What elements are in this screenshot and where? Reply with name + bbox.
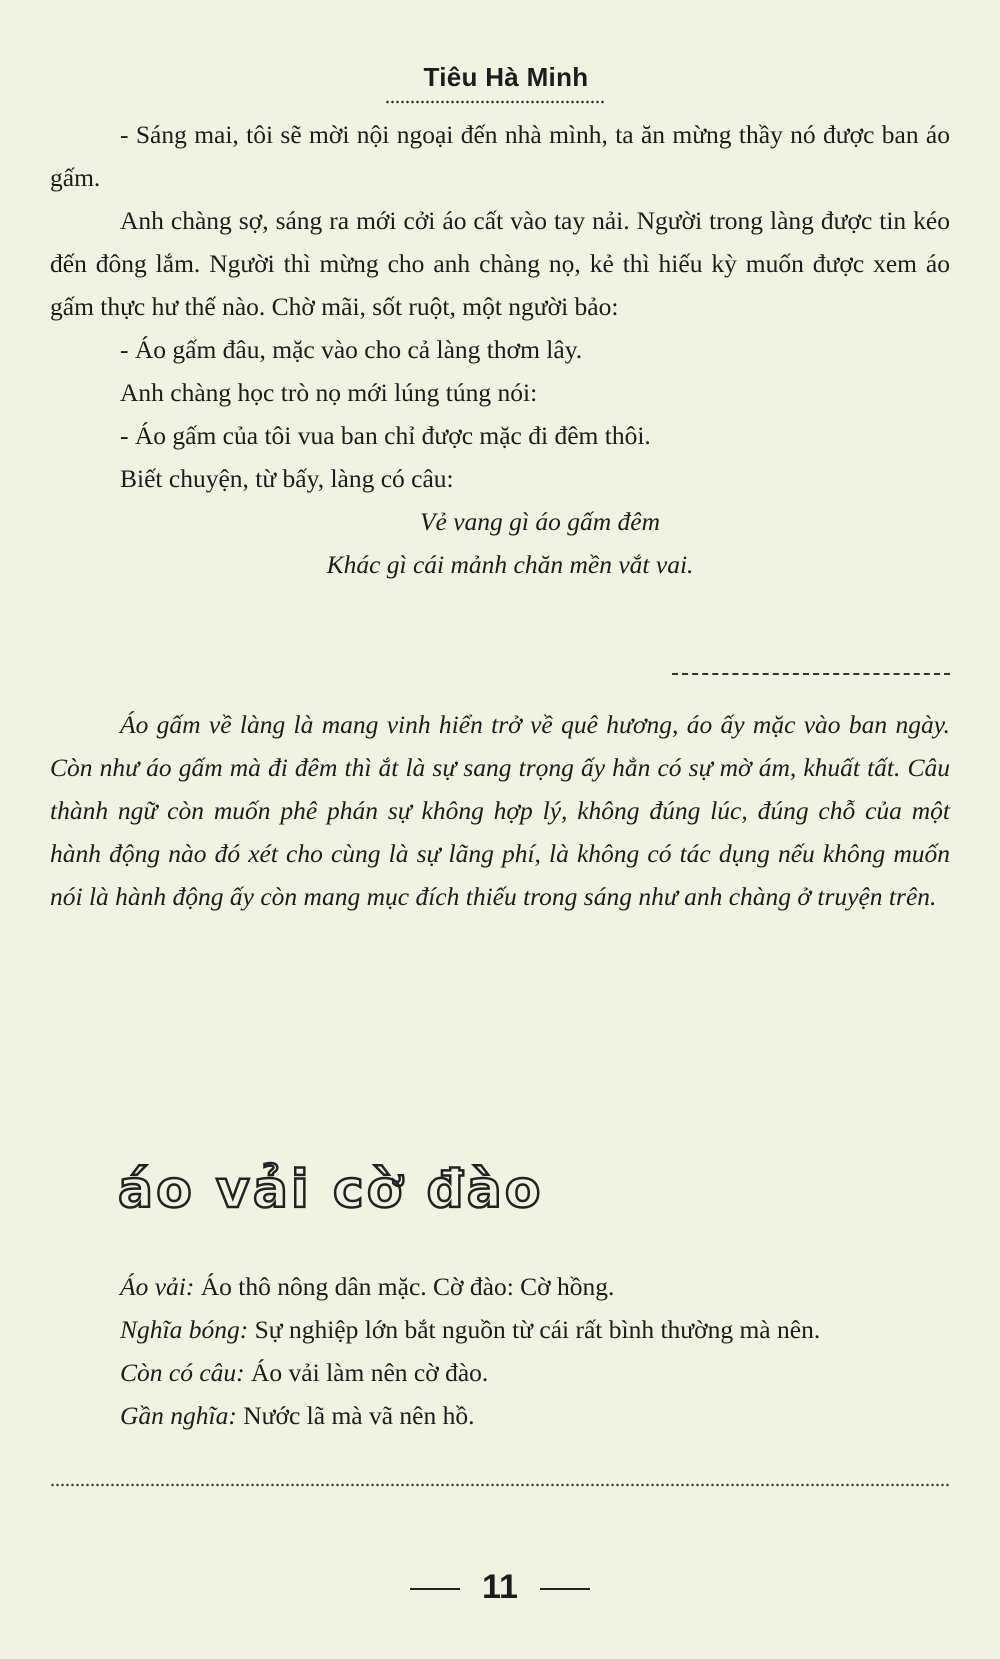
- header-dotted-rule: [385, 100, 605, 104]
- definition-text: Sự nghiệp lớn bắt nguồn từ cái rất bình thường mà nên.: [248, 1315, 821, 1344]
- page-footer: [0, 1567, 1000, 1607]
- story-paragraph: Anh chàng sợ, sáng ra mới cởi áo cất vào tay nải. Người trong làng được tin kéo đến đông lắm. Người thì mừng cho anh chàng nọ, kẻ thì hiếu kỳ muốn được xem áo gấm thực hư thế nào. Chờ mãi, sốt ruột, một người bảo:: [50, 206, 950, 321]
- definition-text: Áo vải làm nên cờ đào.: [244, 1358, 489, 1387]
- page-number: 11: [482, 1568, 518, 1606]
- definitions: [50, 1265, 950, 1437]
- running-head: [0, 62, 1000, 93]
- folio-dash-left: [410, 1588, 460, 1590]
- definition-line: [50, 1308, 950, 1351]
- story-paragraph: - Áo gấm đâu, mặc vào cho cả làng thơm lây.: [120, 335, 583, 364]
- definition-label: Nghĩa bóng:: [120, 1315, 249, 1344]
- definition-line: [50, 1265, 950, 1308]
- section-title: áo vải cờ đào: [118, 1160, 544, 1220]
- bottom-dotted-rule: [50, 1483, 950, 1487]
- definition-label: Gần nghĩa:: [120, 1401, 237, 1430]
- definition-label: Áo vải:: [120, 1272, 195, 1301]
- dashed-separator: [672, 673, 950, 677]
- definition-label: Còn có câu:: [120, 1358, 245, 1387]
- story-paragraph: Anh chàng học trò nọ mới lúng túng nói:: [120, 378, 538, 407]
- verse-line: Vẻ vang gì áo gấm đêm: [419, 507, 661, 536]
- folio-dash-right: [540, 1588, 590, 1590]
- author-name: Tiêu Hà Minh: [423, 62, 589, 92]
- definition-text: Áo thô nông dân mặc. Cờ đào: Cờ hồng.: [194, 1272, 615, 1301]
- definition-text: Nước lã mà vã nên hồ.: [236, 1401, 475, 1430]
- story-paragraph: - Sáng mai, tôi sẽ mời nội ngoại đến nhà mình, ta ăn mừng thầy nó được ban áo gấm.: [50, 120, 950, 192]
- story-paragraph: - Áo gấm của tôi vua ban chỉ được mặc đi đêm thôi.: [120, 421, 651, 450]
- definition-line: [50, 1394, 950, 1437]
- story-text: [50, 113, 950, 586]
- definition-line: [50, 1351, 950, 1394]
- verse-line: Khác gì cái mảnh chăn mền vắt vai.: [326, 550, 694, 579]
- commentary-paragraph: Áo gấm về làng là mang vinh hiển trở về quê hương, áo ấy mặc vào ban ngày. Còn như áo gấm mà đi đêm thì ắt là sự sang trọng ấy hẳn có sự mờ ám, khuất tất. Câu thành ngữ còn muốn phê phán sự không hợp lý, không đúng lúc, đúng chỗ của một hành động nào đó xét cho cùng là sự lãng phí, là không có tác dụng nếu không muốn nói là hành động ấy còn mang mục đích thiếu trong sáng như anh chàng ở truyện trên.: [50, 710, 950, 911]
- story-paragraph: Biết chuyện, từ bấy, làng có câu:: [120, 464, 454, 493]
